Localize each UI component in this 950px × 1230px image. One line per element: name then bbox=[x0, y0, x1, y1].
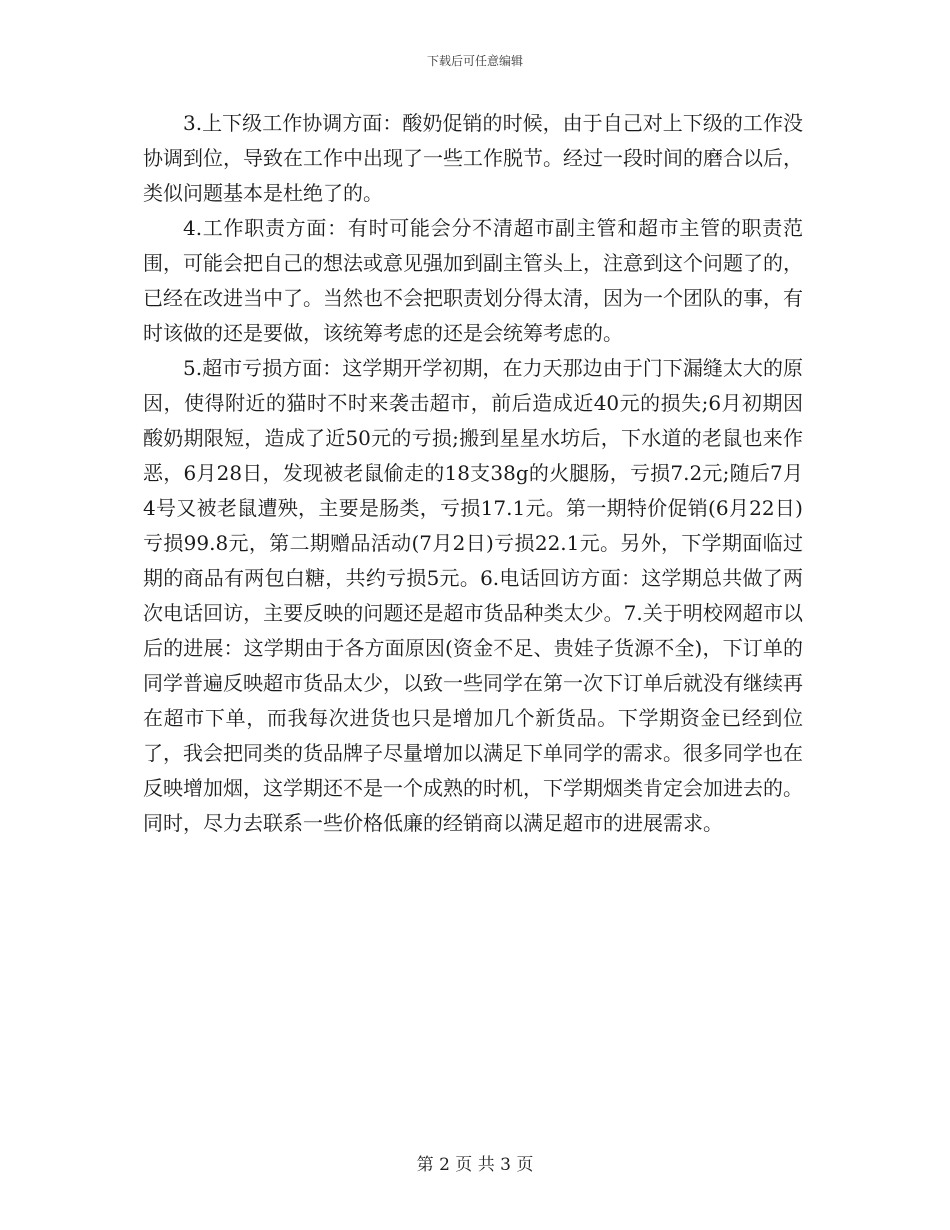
page-header: 下载后可任意编辑 bbox=[426, 54, 523, 68]
paragraph-losses: 5.超市亏损方面：这学期开学初期，在力天那边由于门下漏缝太大的原因，使得附近的猫时不时来袭击超市，前后造成近40元的损失;6月初期因酸奶期限短，造成了近50元的亏损;搬到星星水坊后，下水道的老鼠也来作恶，6月28日，发现被老鼠偷走的18支38g的火腿肠，亏损7.2元;随后7月4号又被老鼠遭殃，主要是肠类，亏损17.1元。第一期特价促销(6月22日)亏损99.8元，第二期赠品活动(7月2日)亏损22.1元。另外，下学期面临过期的商品有两包白糖，共约亏损5元。6.电话回访方面：这学期总共做了两次电话回访，主要反映的问题还是超市货品种类太少。7.关于明校网超市以后的进展：这学期由于各方面原因(资金不足、贵娃子货源不全)，下订单的同学普遍反映超市货品太少，以致一些同学在第一次下订单后就没有继续再在超市下单，而我每次进货也只是增加几个新货品。下学期资金已经到位了，我会把同类的货品牌子尽量增加以满足下单同学的需求。很多同学也在反映增加烟，这学期还不是一个成熟的时机，下学期烟类肯定会加进去的。同时，尽力去联系一些价格低廉的经销商以满足超市的进展需求。 bbox=[143, 356, 803, 835]
document-body bbox=[143, 106, 803, 841]
page-footer: 第 2 页 共 3 页 bbox=[416, 1155, 534, 1175]
paragraph-coordination: 3.上下级工作协调方面：酸奶促销的时候，由于自己对上下级的工作没协调到位，导致在工作中出现了一些工作脱节。经过一段时间的磨合以后，类似问题基本是杜绝了的。 bbox=[143, 111, 803, 205]
paragraph-responsibilities: 4.工作职责方面：有时可能会分不清超市副主管和超市主管的职责范围，可能会把自己的想法或意见强加到副主管头上，注意到这个问题了的，已经在改进当中了。当然也不会把职责划分得太清，因为一个团队的事，有时该做的还是要做，该统筹考虑的还是会统筹考虑的。 bbox=[143, 216, 803, 345]
